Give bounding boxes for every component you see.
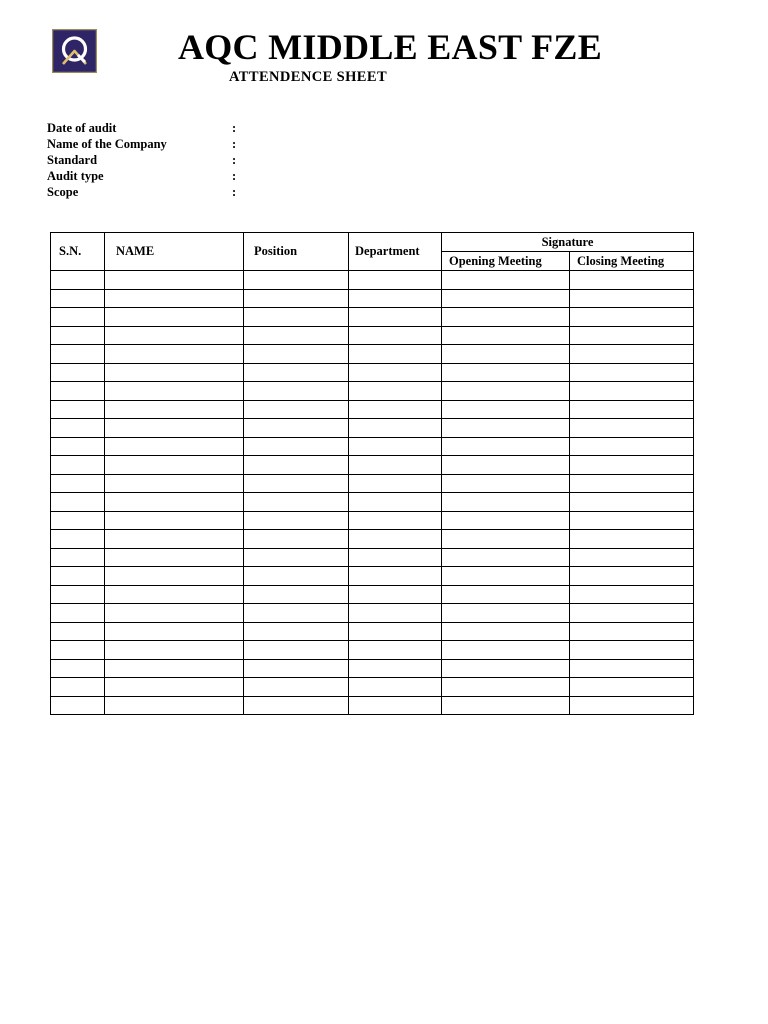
cell-closing-signature [570, 604, 694, 623]
table-row [51, 289, 694, 308]
column-header-opening-meeting: Opening Meeting [442, 252, 570, 271]
cell-name [105, 382, 244, 401]
cell-closing-signature [570, 271, 694, 290]
cell-name [105, 456, 244, 475]
cell-position [244, 419, 349, 438]
table-row [51, 530, 694, 549]
cell-sn [51, 678, 105, 697]
cell-sn [51, 474, 105, 493]
cell-name [105, 511, 244, 530]
cell-opening-signature [442, 271, 570, 290]
cell-name [105, 641, 244, 660]
cell-name [105, 326, 244, 345]
table-row [51, 622, 694, 641]
cell-opening-signature [442, 400, 570, 419]
cell-closing-signature [570, 622, 694, 641]
cell-department [349, 419, 442, 438]
info-label: Date of audit [47, 121, 117, 135]
cell-opening-signature [442, 363, 570, 382]
cell-opening-signature [442, 604, 570, 623]
cell-closing-signature [570, 437, 694, 456]
cell-name [105, 696, 244, 715]
cell-department [349, 530, 442, 549]
cell-department [349, 659, 442, 678]
table-row [51, 271, 694, 290]
cell-department [349, 567, 442, 586]
cell-name [105, 308, 244, 327]
cell-sn [51, 622, 105, 641]
cell-department [349, 437, 442, 456]
cell-name [105, 678, 244, 697]
cell-opening-signature [442, 326, 570, 345]
cell-name [105, 474, 244, 493]
cell-name [105, 530, 244, 549]
info-row-audit-type [47, 168, 237, 184]
cell-sn [51, 437, 105, 456]
cell-department [349, 363, 442, 382]
column-header-closing-meeting: Closing Meeting [570, 252, 694, 271]
cell-opening-signature [442, 511, 570, 530]
cell-department [349, 678, 442, 697]
cell-closing-signature [570, 493, 694, 512]
cell-name [105, 585, 244, 604]
cell-department [349, 493, 442, 512]
cell-department [349, 641, 442, 660]
cell-name [105, 437, 244, 456]
cell-position [244, 382, 349, 401]
cell-name [105, 622, 244, 641]
cell-opening-signature [442, 567, 570, 586]
cell-closing-signature [570, 659, 694, 678]
cell-position [244, 493, 349, 512]
cell-closing-signature [570, 474, 694, 493]
attendance-table-body [51, 271, 694, 715]
cell-sn [51, 289, 105, 308]
cell-opening-signature [442, 474, 570, 493]
table-row [51, 604, 694, 623]
table-row [51, 659, 694, 678]
cell-opening-signature [442, 493, 570, 512]
cell-department [349, 511, 442, 530]
attendance-table [50, 232, 694, 715]
cell-department [349, 326, 442, 345]
cell-position [244, 585, 349, 604]
cell-opening-signature [442, 345, 570, 364]
cell-name [105, 604, 244, 623]
cell-closing-signature [570, 363, 694, 382]
info-separator: : [232, 137, 237, 151]
cell-position [244, 400, 349, 419]
sheet-title: ATTENDENCE SHEET [229, 69, 388, 85]
cell-sn [51, 511, 105, 530]
table-row [51, 382, 694, 401]
cell-closing-signature [570, 289, 694, 308]
table-row [51, 363, 694, 382]
cell-position [244, 271, 349, 290]
cell-sn [51, 641, 105, 660]
cell-sn [51, 419, 105, 438]
table-row [51, 400, 694, 419]
cell-closing-signature [570, 530, 694, 549]
table-row [51, 585, 694, 604]
table-row [51, 493, 694, 512]
cell-opening-signature [442, 419, 570, 438]
cell-sn [51, 530, 105, 549]
cell-position [244, 456, 349, 475]
cell-opening-signature [442, 530, 570, 549]
cell-name [105, 548, 244, 567]
table-row [51, 474, 694, 493]
cell-position [244, 604, 349, 623]
info-label: Name of the Company [47, 137, 167, 151]
cell-position [244, 567, 349, 586]
column-header-sn: S.N. [51, 233, 105, 271]
cell-position [244, 363, 349, 382]
cell-opening-signature [442, 659, 570, 678]
cell-sn [51, 400, 105, 419]
cell-department [349, 696, 442, 715]
table-row [51, 456, 694, 475]
cell-sn [51, 493, 105, 512]
cell-opening-signature [442, 437, 570, 456]
cell-name [105, 493, 244, 512]
cell-position [244, 474, 349, 493]
audit-info-block [47, 120, 237, 200]
info-separator: : [232, 185, 237, 199]
cell-position [244, 326, 349, 345]
table-row [51, 419, 694, 438]
info-label: Scope [47, 185, 79, 199]
cell-closing-signature [570, 641, 694, 660]
cell-closing-signature [570, 585, 694, 604]
cell-position [244, 659, 349, 678]
cell-position [244, 437, 349, 456]
table-row [51, 437, 694, 456]
cell-position [244, 641, 349, 660]
table-row [51, 511, 694, 530]
column-header-signature: Signature [442, 233, 694, 252]
cell-closing-signature [570, 419, 694, 438]
cell-position [244, 678, 349, 697]
info-separator: : [232, 121, 237, 135]
cell-closing-signature [570, 696, 694, 715]
info-label: Standard [47, 153, 98, 167]
cell-department [349, 604, 442, 623]
table-row [51, 567, 694, 586]
cell-name [105, 345, 244, 364]
cell-sn [51, 659, 105, 678]
cell-closing-signature [570, 456, 694, 475]
cell-sn [51, 604, 105, 623]
cell-sn [51, 345, 105, 364]
cell-opening-signature [442, 382, 570, 401]
cell-closing-signature [570, 382, 694, 401]
cell-opening-signature [442, 548, 570, 567]
info-row-standard [47, 152, 237, 168]
info-separator: : [232, 169, 237, 183]
cell-sn [51, 382, 105, 401]
cell-closing-signature [570, 308, 694, 327]
cell-sn [51, 696, 105, 715]
cell-department [349, 289, 442, 308]
cell-opening-signature [442, 289, 570, 308]
cell-sn [51, 326, 105, 345]
cell-sn [51, 271, 105, 290]
cell-position [244, 622, 349, 641]
table-row [51, 678, 694, 697]
cell-opening-signature [442, 308, 570, 327]
table-row [51, 641, 694, 660]
cell-department [349, 308, 442, 327]
cell-department [349, 474, 442, 493]
cell-closing-signature [570, 548, 694, 567]
cell-department [349, 585, 442, 604]
table-row [51, 345, 694, 364]
cell-department [349, 271, 442, 290]
cell-position [244, 530, 349, 549]
info-row-scope [47, 184, 237, 200]
table-row [51, 696, 694, 715]
cell-sn [51, 585, 105, 604]
cell-closing-signature [570, 511, 694, 530]
column-header-position: Position [244, 233, 349, 271]
cell-sn [51, 548, 105, 567]
cell-opening-signature [442, 641, 570, 660]
cell-position [244, 548, 349, 567]
cell-opening-signature [442, 696, 570, 715]
cell-department [349, 456, 442, 475]
info-separator: : [232, 153, 237, 167]
info-label: Audit type [47, 169, 104, 183]
cell-position [244, 511, 349, 530]
cell-name [105, 289, 244, 308]
cell-sn [51, 308, 105, 327]
cell-position [244, 696, 349, 715]
cell-name [105, 419, 244, 438]
cell-sn [51, 363, 105, 382]
table-row [51, 548, 694, 567]
column-header-name: NAME [105, 233, 244, 271]
cell-opening-signature [442, 678, 570, 697]
column-header-department: Department [349, 233, 442, 271]
cell-position [244, 345, 349, 364]
cell-name [105, 271, 244, 290]
cell-closing-signature [570, 567, 694, 586]
cell-department [349, 345, 442, 364]
cell-closing-signature [570, 345, 694, 364]
cell-position [244, 308, 349, 327]
company-title: AQC MIDDLE EAST FZE [177, 27, 603, 67]
cell-name [105, 363, 244, 382]
cell-opening-signature [442, 585, 570, 604]
cell-name [105, 400, 244, 419]
cell-position [244, 289, 349, 308]
table-row [51, 308, 694, 327]
cell-name [105, 567, 244, 586]
info-row-company-name [47, 136, 237, 152]
cell-department [349, 382, 442, 401]
cell-name [105, 659, 244, 678]
cell-department [349, 622, 442, 641]
cell-opening-signature [442, 622, 570, 641]
cell-department [349, 400, 442, 419]
cell-sn [51, 456, 105, 475]
cell-closing-signature [570, 326, 694, 345]
cell-opening-signature [442, 456, 570, 475]
table-row [51, 326, 694, 345]
info-row-date-of-audit [47, 120, 237, 136]
cell-department [349, 548, 442, 567]
cell-closing-signature [570, 678, 694, 697]
cell-closing-signature [570, 400, 694, 419]
cell-sn [51, 567, 105, 586]
